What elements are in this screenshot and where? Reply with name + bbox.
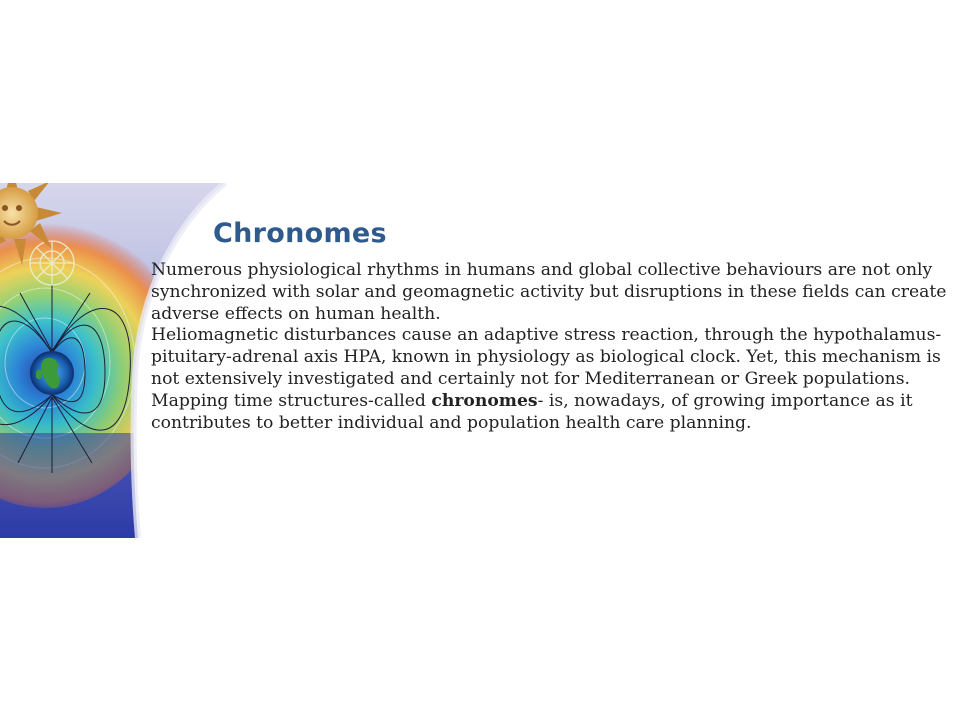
paragraph-chronomes-end: - is, nowadays, of growing importance as it contributes to better individual and population health care planning.	[151, 390, 913, 433]
chronomes-term: chronomes	[431, 390, 538, 411]
zodiac-wheel-icon	[30, 241, 74, 285]
slide-title: Chronomes	[213, 218, 387, 249]
paragraph-chronomes-start: Mapping time structures-called	[151, 390, 432, 411]
earth-icon	[30, 351, 74, 395]
slide-body	[151, 260, 951, 434]
paragraph-solar-rhythms: Numerous physiological rhythms in humans and global collective behaviours are not only synchronized with solar and geomagnetic activity but disruptions in these fields can create adverse effects on human health.	[151, 260, 947, 324]
paragraph-chronomes	[151, 391, 951, 435]
paragraph-heliomagnetic: Heliomagnetic disturbances cause an adaptive stress reaction, through the hypothalamus-pituitary-adrenal axis HPA, known in physiology as biological clock. Yet, this mechanism is not extensively investigated and certainly not for Mediterranean or Greek populations.	[151, 325, 942, 389]
